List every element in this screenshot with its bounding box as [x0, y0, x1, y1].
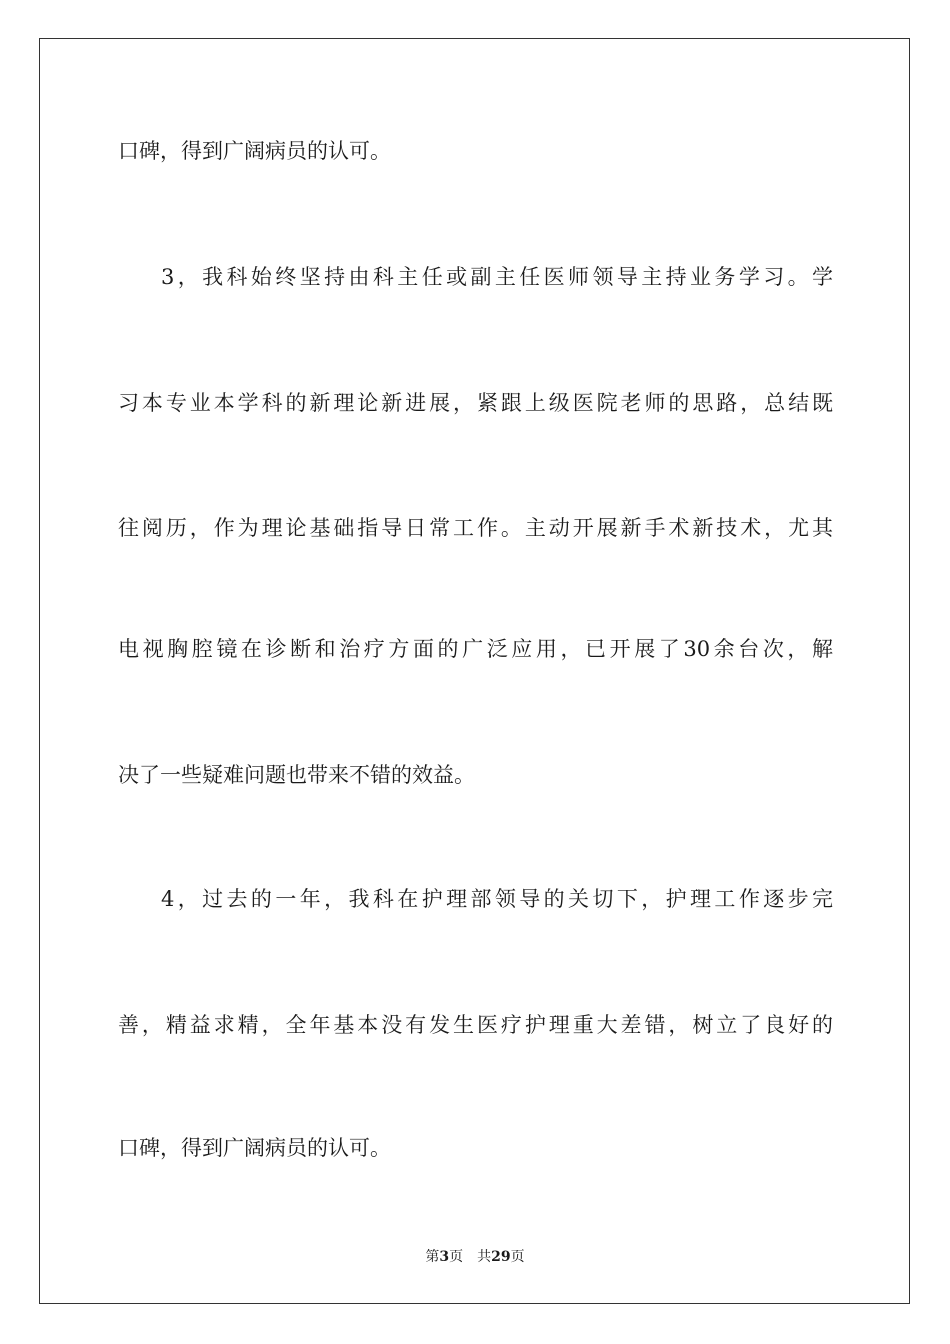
- page-suffix: 页: [449, 1249, 464, 1265]
- text-line: 口碑，得到广阔病员的认可。: [118, 139, 391, 163]
- page-border: [39, 38, 910, 1304]
- text-line: 习本专业本学科的新理论新进展，紧跟上级医院老师的思路，总结既: [118, 391, 833, 415]
- total-prefix: 共: [477, 1249, 492, 1265]
- text-line: 4，过去的一年，我科在护理部领导的关切下，护理工作逐步完: [161, 887, 833, 911]
- page-prefix: 第: [425, 1249, 440, 1265]
- text-line: 决了一些疑难问题也带来不错的效益。: [118, 763, 475, 787]
- text-line: 善，精益求精，全年基本没有发生医疗护理重大差错，树立了良好的: [118, 1013, 833, 1037]
- text-line: 3，我科始终坚持由科主任或副主任医师领导主持业务学习。学: [161, 265, 833, 289]
- total-pages: 29: [491, 1249, 511, 1265]
- total-suffix: 页: [510, 1249, 525, 1265]
- page-footer: [0, 1248, 950, 1266]
- text-line: 电视胸腔镜在诊断和治疗方面的广泛应用，已开展了30余台次，解: [118, 637, 833, 661]
- text-line: 往阅历，作为理论基础指导日常工作。主动开展新手术新技术，尤其: [118, 516, 833, 540]
- page-number: 3: [439, 1249, 450, 1265]
- text-line: 口碑，得到广阔病员的认可。: [118, 1136, 391, 1160]
